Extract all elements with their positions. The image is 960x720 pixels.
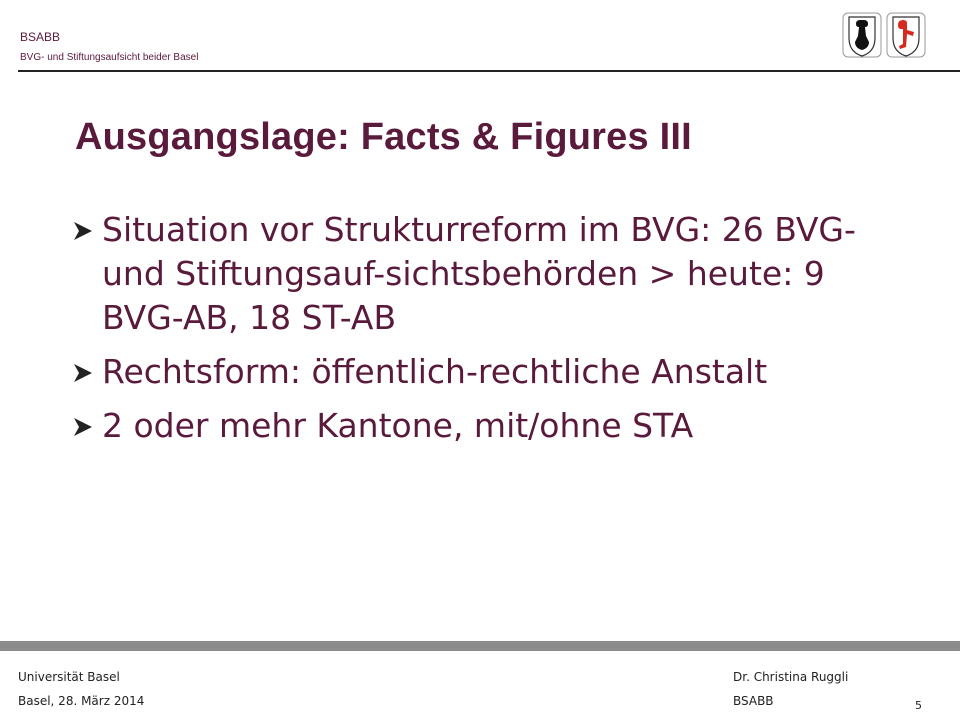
basel-stadt-crest-icon: [842, 12, 882, 58]
bullet-list: [72, 208, 892, 458]
page-number: 5: [915, 699, 922, 712]
header-org: BSABB: [20, 30, 61, 44]
bullet-text: Rechtsform: öffentlich-rechtliche Anstalt: [102, 352, 768, 391]
slide-title: Ausgangslage: Facts & Figures III: [75, 116, 692, 158]
basel-landschaft-crest-icon: [886, 12, 926, 58]
bullet-item: [72, 208, 892, 340]
header-subtitle: BVG- und Stiftungsaufsicht beider Basel: [20, 52, 199, 63]
arrow-bullet-icon: [72, 416, 94, 438]
bullet-text: 2 oder mehr Kantone, mit/ohne STA: [102, 406, 694, 445]
arrow-bullet-icon: [72, 220, 94, 242]
header-divider: [18, 70, 960, 72]
arrow-bullet-icon: [72, 362, 94, 384]
footer-date: Basel, 28. März 2014: [18, 694, 145, 708]
footer-university: Universität Basel: [18, 670, 120, 684]
footer-bar: [0, 641, 960, 651]
footer-org: BSABB: [733, 694, 774, 708]
footer-author: Dr. Christina Ruggli: [733, 670, 849, 684]
bullet-text: Situation vor Strukturreform im BVG: 26 BVG- und Stiftungsauf-sichtsbehörden > heute: 9 BVG-AB, 18 ST-AB: [102, 210, 856, 337]
bullet-item: [72, 404, 892, 448]
bullet-item: [72, 350, 892, 394]
